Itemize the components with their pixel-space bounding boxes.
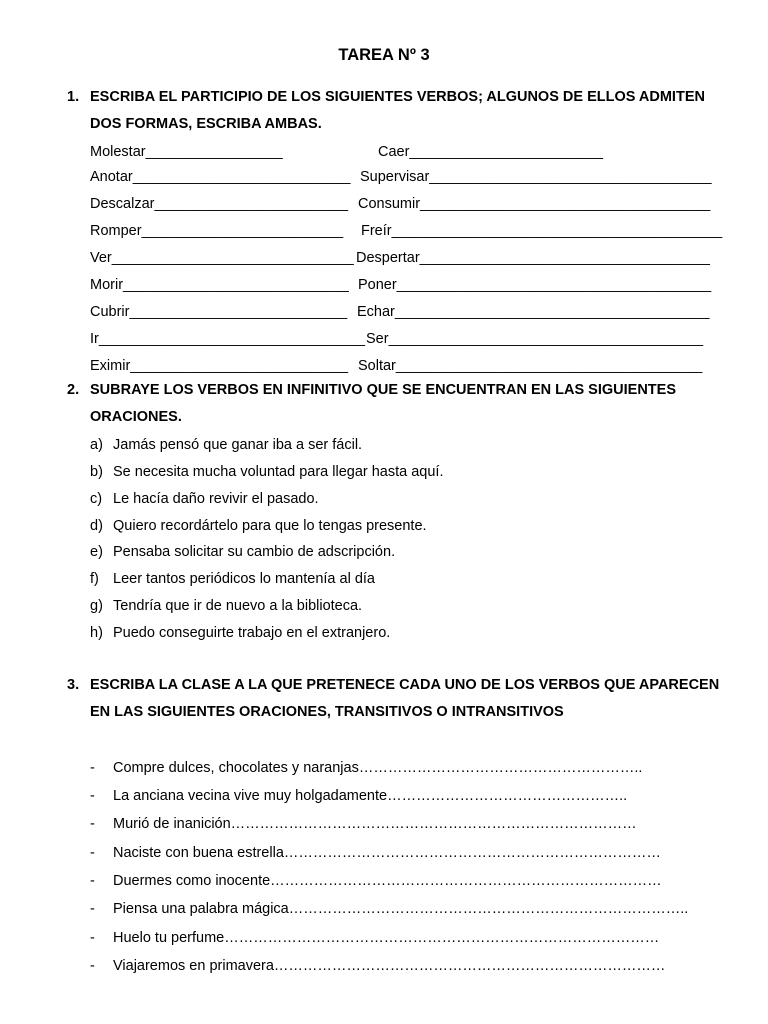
participle-right-6: Poner_______________________________________ bbox=[358, 277, 712, 293]
item-text: Naciste con buena estrella…………………………………………………………………… bbox=[113, 845, 661, 861]
participle-left-7: Cubrir___________________________ bbox=[90, 304, 348, 320]
item-text: Pensaba solicitar su cambio de adscripción. bbox=[113, 544, 396, 560]
list-item bbox=[90, 570, 375, 588]
participle-right-5: Despertar____________________________________ bbox=[356, 250, 710, 266]
item-text: Murió de inanición………………………………………………………………………… bbox=[113, 816, 637, 832]
list-item bbox=[90, 872, 662, 890]
participle-right-2: Supervisar___________________________________ bbox=[360, 169, 712, 185]
dash-marker: - bbox=[90, 873, 95, 889]
item-text: Puedo conseguirte trabajo en el extranjero. bbox=[113, 625, 391, 641]
dash-marker: - bbox=[90, 816, 95, 832]
item-text: Viajaremos en primavera……………………………………………………………………… bbox=[113, 958, 666, 974]
item-text: Le hacía daño revivir el pasado. bbox=[113, 491, 319, 507]
section-3-heading-text: ESCRIBA LA CLASE A LA QUE PRETENECE CADA UNO DE LOS VERBOS QUE APARECEN EN LAS SIGUIENTES ORACIONES, TRANSITIVOS O INTRANSITIVOS bbox=[90, 677, 720, 720]
list-item bbox=[90, 759, 642, 777]
item-text: Huelo tu perfume……………………………………………………………………………… bbox=[113, 930, 660, 946]
participle-left-4: Romper_________________________ bbox=[90, 223, 344, 239]
section-2-heading bbox=[67, 377, 727, 431]
participle-right-1: Caer________________________ bbox=[378, 144, 603, 160]
item-label: e) bbox=[90, 544, 103, 560]
participle-right-7: Echar_______________________________________ bbox=[357, 304, 710, 320]
participle-left-9: Eximir___________________________ bbox=[90, 358, 349, 374]
item-label: h) bbox=[90, 625, 103, 641]
item-label: g) bbox=[90, 598, 103, 614]
item-text: Piensa una palabra mágica……………………………………………………………………….. bbox=[113, 901, 689, 917]
dash-marker: - bbox=[90, 901, 95, 917]
list-item bbox=[90, 597, 362, 615]
participle-left-1: Molestar_________________ bbox=[90, 144, 283, 160]
item-label: c) bbox=[90, 491, 103, 507]
section-1-number: 1. bbox=[67, 89, 80, 105]
item-label: a) bbox=[90, 437, 103, 453]
dash-marker: - bbox=[90, 958, 95, 974]
list-item bbox=[90, 844, 661, 862]
section-3-number: 3. bbox=[67, 677, 80, 693]
section-1-heading bbox=[67, 84, 727, 138]
list-item bbox=[90, 957, 665, 975]
list-item bbox=[90, 463, 444, 481]
dash-marker: - bbox=[90, 760, 95, 776]
participle-left-6: Morir____________________________ bbox=[90, 277, 349, 293]
item-text: Jamás pensó que ganar iba a ser fácil. bbox=[113, 437, 363, 453]
list-item bbox=[90, 624, 390, 642]
item-label: f) bbox=[90, 571, 99, 587]
item-text: Compre dulces, chocolates y naranjas………………………………………………….. bbox=[113, 760, 643, 776]
section-2-number: 2. bbox=[67, 382, 80, 398]
item-label: d) bbox=[90, 518, 103, 534]
participle-right-8: Ser_______________________________________ bbox=[366, 331, 704, 347]
list-item bbox=[90, 787, 627, 805]
participle-left-2: Anotar___________________________ bbox=[90, 169, 351, 185]
list-item bbox=[90, 436, 362, 454]
list-item bbox=[90, 900, 688, 918]
participle-right-9: Soltar______________________________________ bbox=[358, 358, 703, 374]
section-2-heading-text: SUBRAYE LOS VERBOS EN INFINITIVO QUE SE ENCUENTRAN EN LAS SIGUIENTES ORACIONES. bbox=[90, 382, 676, 425]
item-text: Leer tantos periódicos lo mantenía al día bbox=[113, 571, 375, 587]
list-item bbox=[90, 490, 319, 508]
participle-right-4: Freír_________________________________________ bbox=[361, 223, 723, 239]
section-3-heading bbox=[67, 672, 727, 726]
section-1-heading-text: ESCRIBA EL PARTICIPIO DE LOS SIGUIENTES VERBOS; ALGUNOS DE ELLOS ADMITEN DOS FORMAS, ESCRIBA AMBAS. bbox=[90, 89, 705, 132]
participle-left-5: Ver______________________________ bbox=[90, 250, 354, 266]
item-text: La anciana vecina vive muy holgadamente………………………………………….. bbox=[113, 788, 628, 804]
participle-left-3: Descalzar________________________ bbox=[90, 196, 349, 212]
list-item bbox=[90, 543, 395, 561]
item-text: Se necesita mucha voluntad para llegar hasta aquí. bbox=[113, 464, 444, 480]
item-label: b) bbox=[90, 464, 103, 480]
dash-marker: - bbox=[90, 930, 95, 946]
participle-right-3: Consumir____________________________________ bbox=[358, 196, 711, 212]
item-text: Tendría que ir de nuevo a la biblioteca. bbox=[113, 598, 363, 614]
list-item bbox=[90, 815, 637, 833]
dash-marker: - bbox=[90, 845, 95, 861]
worksheet-title: TAREA Nº 3 bbox=[338, 46, 430, 64]
list-item bbox=[90, 517, 427, 535]
item-text: Duermes como inocente……………………………………………………………………… bbox=[113, 873, 662, 889]
list-item bbox=[90, 929, 659, 947]
participle-left-8: Ir_________________________________ bbox=[90, 331, 365, 347]
dash-marker: - bbox=[90, 788, 95, 804]
item-text: Quiero recordártelo para que lo tengas presente. bbox=[113, 518, 427, 534]
